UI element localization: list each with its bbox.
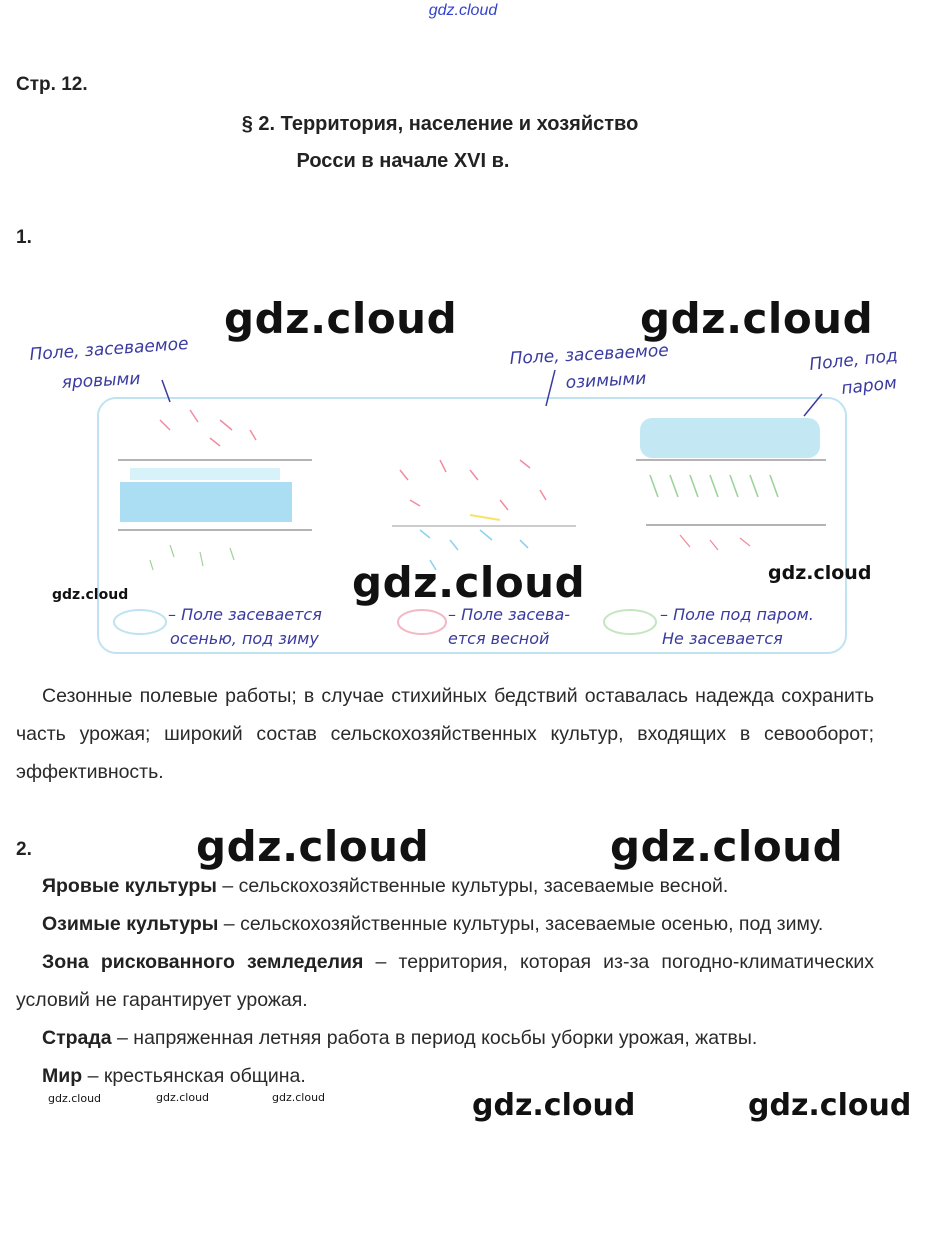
legend-2-line2: ется весной	[448, 629, 550, 648]
crop-rotation-sketch	[0, 290, 926, 670]
watermark: gdz.cloud	[768, 562, 872, 584]
label-left-line2: яровыми	[61, 368, 141, 393]
definition-term: Зона рискованного земледелия	[42, 951, 364, 973]
section-subtitle: Росси в начале XVI в.	[296, 150, 510, 172]
legend-3-line2: Не засевается	[662, 629, 783, 648]
field-left	[118, 410, 312, 570]
arrow-middle	[546, 370, 555, 406]
definition-text: – напряженная летняя работа в период косьбы уборки урожая, жатвы.	[111, 1027, 758, 1049]
legend-oval-3	[604, 610, 656, 634]
label-middle-line2: озимыми	[565, 368, 647, 393]
task-number-2: 2.	[16, 839, 32, 860]
definition-term: Страда	[42, 1027, 112, 1049]
definition-text: – крестьянская община.	[82, 1065, 306, 1087]
definition-text: – сельскохозяйственные культуры, засеваемые осенью, под зиму.	[218, 913, 824, 935]
definition-item	[16, 943, 874, 1019]
label-middle-line1: Поле, засеваемое	[509, 340, 670, 369]
definition-item	[16, 1019, 874, 1057]
watermark: gdz.cloud	[52, 587, 129, 603]
legend-2-line1: – Поле засева-	[448, 605, 571, 624]
task1-answer-text: Сезонные полевые работы; в случае стихийных бедствий оставалась надежда сохранить часть урожая; широкий состав сельскохозяйственных культур, входящих в севооборот; эффективность.	[16, 685, 874, 783]
watermark: gdz.cloud	[640, 294, 874, 343]
watermark: gdz.cloud	[48, 1092, 102, 1105]
definition-item	[16, 905, 874, 943]
legend-oval-1	[114, 610, 166, 634]
watermark: gdz.cloud	[272, 1091, 326, 1104]
definition-term: Озимые культуры	[42, 913, 219, 935]
watermark: gdz.cloud	[610, 822, 844, 871]
definition-text: – территория, которая из-за погодно-климатических условий не гарантирует урожая.	[16, 951, 874, 1011]
definition-term: Мир	[42, 1065, 83, 1087]
watermark: gdz.cloud	[748, 1088, 912, 1123]
label-left-line1: Поле, засеваемое	[28, 333, 190, 365]
legend-1-line2: осенью, под зиму	[170, 629, 319, 648]
label-right-line2: паром	[840, 373, 898, 399]
definition-item	[16, 867, 874, 905]
field-middle	[392, 460, 576, 570]
watermark-top: gdz.cloud	[428, 2, 498, 19]
definitions-list	[16, 867, 874, 1095]
watermark: gdz.cloud	[196, 822, 430, 871]
legend-1-line1: – Поле засевается	[168, 605, 322, 624]
task1-answer	[16, 677, 874, 791]
definition-item	[16, 1057, 874, 1095]
task-number-1: 1.	[16, 227, 32, 248]
definition-text: – сельскохозяйственные культуры, засеваемые весной.	[216, 875, 729, 897]
definition-term: Яровые культуры	[42, 875, 217, 897]
label-right-line1: Поле, под	[808, 345, 899, 375]
page-number: Стр. 12.	[16, 74, 88, 95]
watermark: gdz.cloud	[352, 558, 586, 607]
watermark: gdz.cloud	[156, 1091, 210, 1104]
watermark: gdz.cloud	[224, 294, 458, 343]
field-right	[636, 418, 826, 550]
watermark: gdz.cloud	[472, 1088, 636, 1123]
section-title: § 2. Территория, население и хозяйство	[241, 113, 639, 135]
legend-3-line1: – Поле под паром.	[660, 605, 814, 624]
legend-oval-2	[398, 610, 446, 634]
